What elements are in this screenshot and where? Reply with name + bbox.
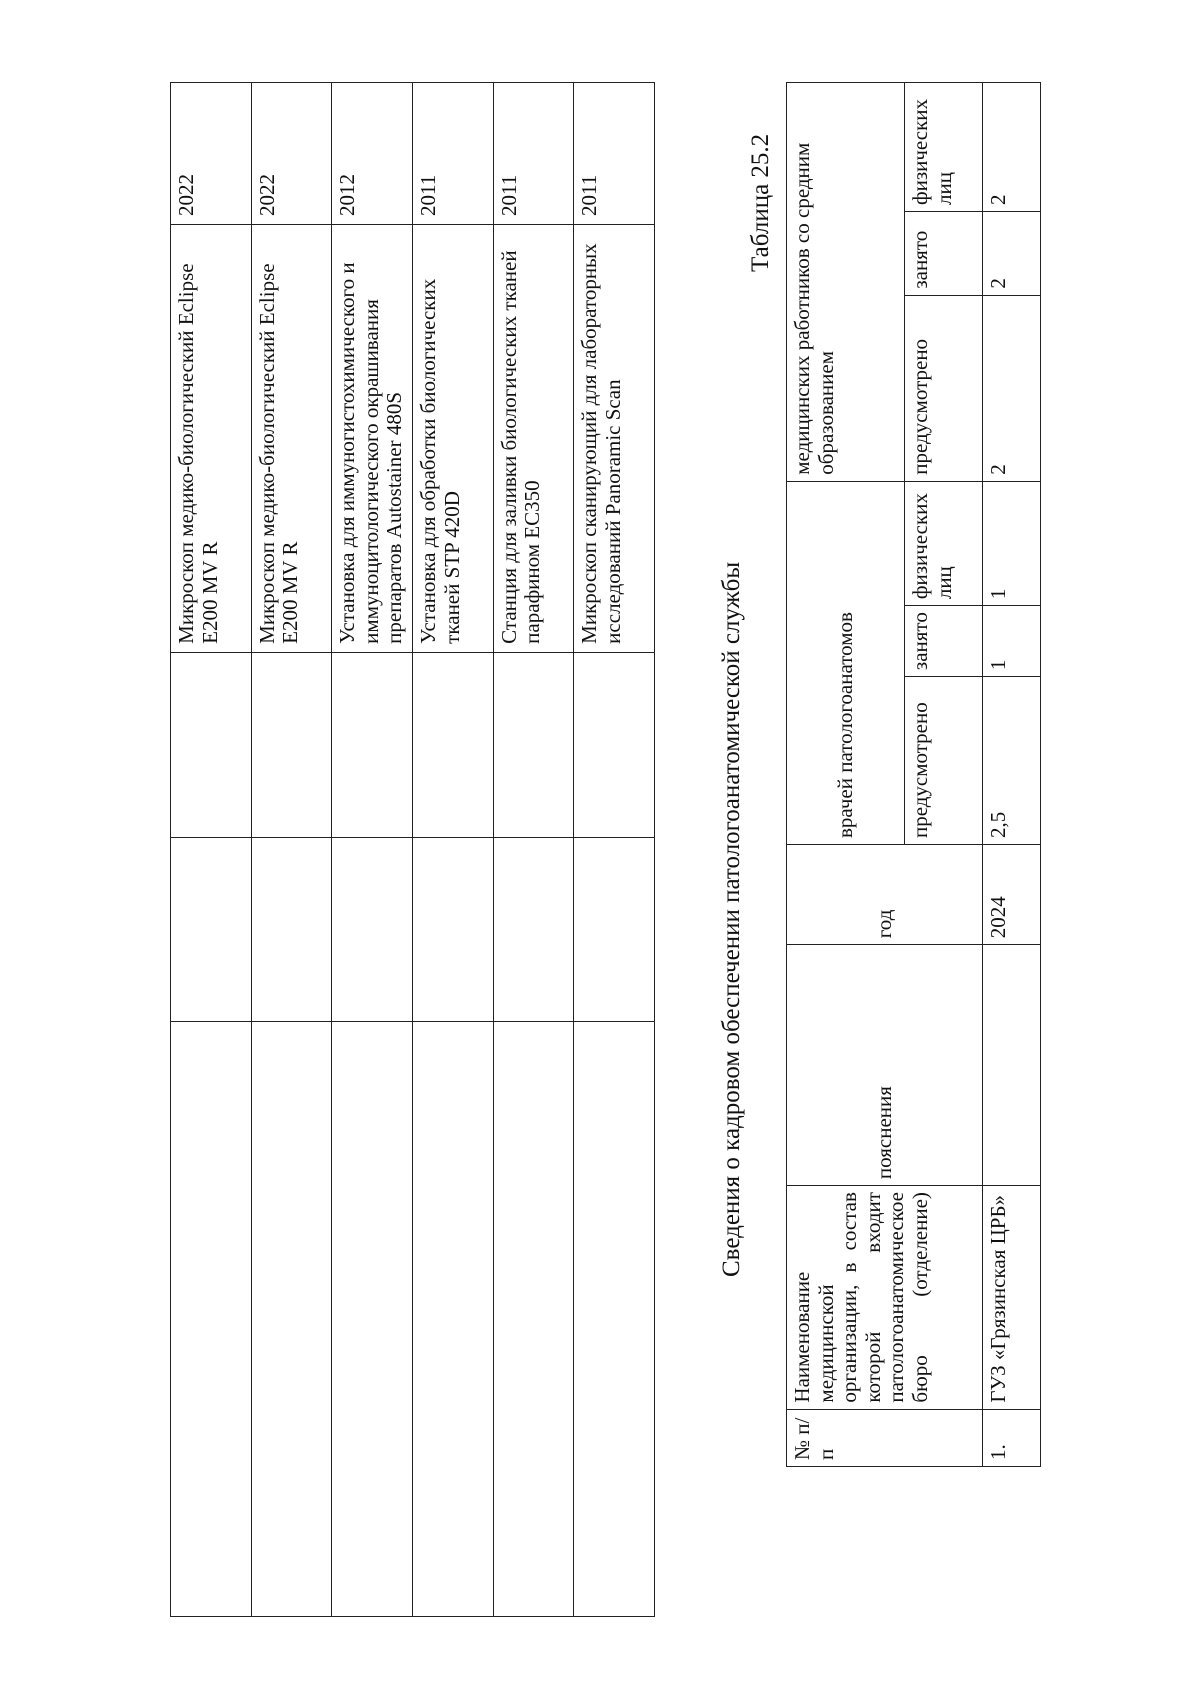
table-row <box>332 83 413 1617</box>
header-notes: пояснения <box>787 945 983 1186</box>
header-nurses-occupied: занято <box>905 212 983 296</box>
equipment-name: Микроскоп медико-биологический Eclipse E200 MV R <box>251 224 332 652</box>
table-row <box>171 83 252 1617</box>
equipment-empty-cell <box>413 1022 494 1617</box>
table-caption: Таблица 25.2 <box>747 133 774 272</box>
equipment-name: Станция для заливки биологических тканей парафином EC350 <box>493 224 574 652</box>
equipment-year: 2011 <box>493 83 574 225</box>
section-title: Сведения о кадровом обеспечении патологоанатомической службы <box>718 561 745 1277</box>
equipment-empty-cell <box>574 652 655 837</box>
equipment-empty-cell <box>171 837 252 1022</box>
equipment-empty-cell <box>332 837 413 1022</box>
equipment-empty-cell <box>171 1022 252 1617</box>
cell-nurses-planned: 2 <box>983 295 1041 481</box>
header-doctors-planned: предусмотрено <box>905 677 983 845</box>
equipment-empty-cell <box>251 1022 332 1617</box>
equipment-name: Микроскоп сканирующий для лабораторных исследований Panoramic Scan <box>574 224 655 652</box>
staff-table <box>786 82 1041 1467</box>
equipment-year: 2022 <box>171 83 252 225</box>
header-nurses-planned: предусмотрено <box>905 295 983 481</box>
equipment-year: 2011 <box>413 83 494 225</box>
header-year: год <box>787 845 983 945</box>
cell-org: ГУЗ «Грязинская ЦРБ» <box>983 1186 1041 1410</box>
header-doctors-individuals: физических лиц <box>905 481 983 605</box>
header-nurses-individuals: физических лиц <box>905 83 983 212</box>
equipment-empty-cell <box>493 1022 574 1617</box>
equipment-empty-cell <box>332 652 413 837</box>
equipment-name: Установка для иммуногистохимического и иммуноцитологического окрашивания препаратов Autostainer 480S <box>332 224 413 652</box>
table-row <box>251 83 332 1617</box>
header-nurses: медицинских работников со средним образованием <box>787 83 905 482</box>
equipment-year: 2012 <box>332 83 413 225</box>
equipment-empty-cell <box>413 652 494 837</box>
table-row <box>574 83 655 1617</box>
equipment-empty-cell <box>251 652 332 837</box>
equipment-empty-cell <box>332 1022 413 1617</box>
cell-year: 2024 <box>983 845 1041 945</box>
table-row <box>493 83 574 1617</box>
table-header-row <box>787 83 905 1467</box>
table-row <box>413 83 494 1617</box>
table-row <box>983 83 1041 1467</box>
cell-num: 1. <box>983 1409 1041 1466</box>
cell-doctors-occupied: 1 <box>983 606 1041 677</box>
equipment-empty-cell <box>251 837 332 1022</box>
header-num: № п/п <box>787 1409 983 1466</box>
equipment-year: 2022 <box>251 83 332 225</box>
equipment-name: Микроскоп медико-биологический Eclipse E200 MV R <box>171 224 252 652</box>
cell-doctors-planned: 2,5 <box>983 677 1041 845</box>
cell-nurses-occupied: 2 <box>983 212 1041 296</box>
equipment-empty-cell <box>493 837 574 1022</box>
equipment-empty-cell <box>574 837 655 1022</box>
header-doctors: врачей патологоанатомов <box>787 481 905 844</box>
header-org: Наименование медицинской организации, в состав которой входит патологоанатомическое бюро (отделение) <box>787 1186 983 1410</box>
header-doctors-occupied: занято <box>905 606 983 677</box>
equipment-name: Установка для обработки биологических тканей STP 420D <box>413 224 494 652</box>
cell-doctors-individuals: 1 <box>983 481 1041 605</box>
cell-notes <box>983 945 1041 1186</box>
equipment-table <box>170 82 655 1617</box>
cell-nurses-individuals: 2 <box>983 83 1041 212</box>
equipment-empty-cell <box>171 652 252 837</box>
equipment-empty-cell <box>574 1022 655 1617</box>
equipment-empty-cell <box>413 837 494 1022</box>
equipment-empty-cell <box>493 652 574 837</box>
equipment-year: 2011 <box>574 83 655 225</box>
